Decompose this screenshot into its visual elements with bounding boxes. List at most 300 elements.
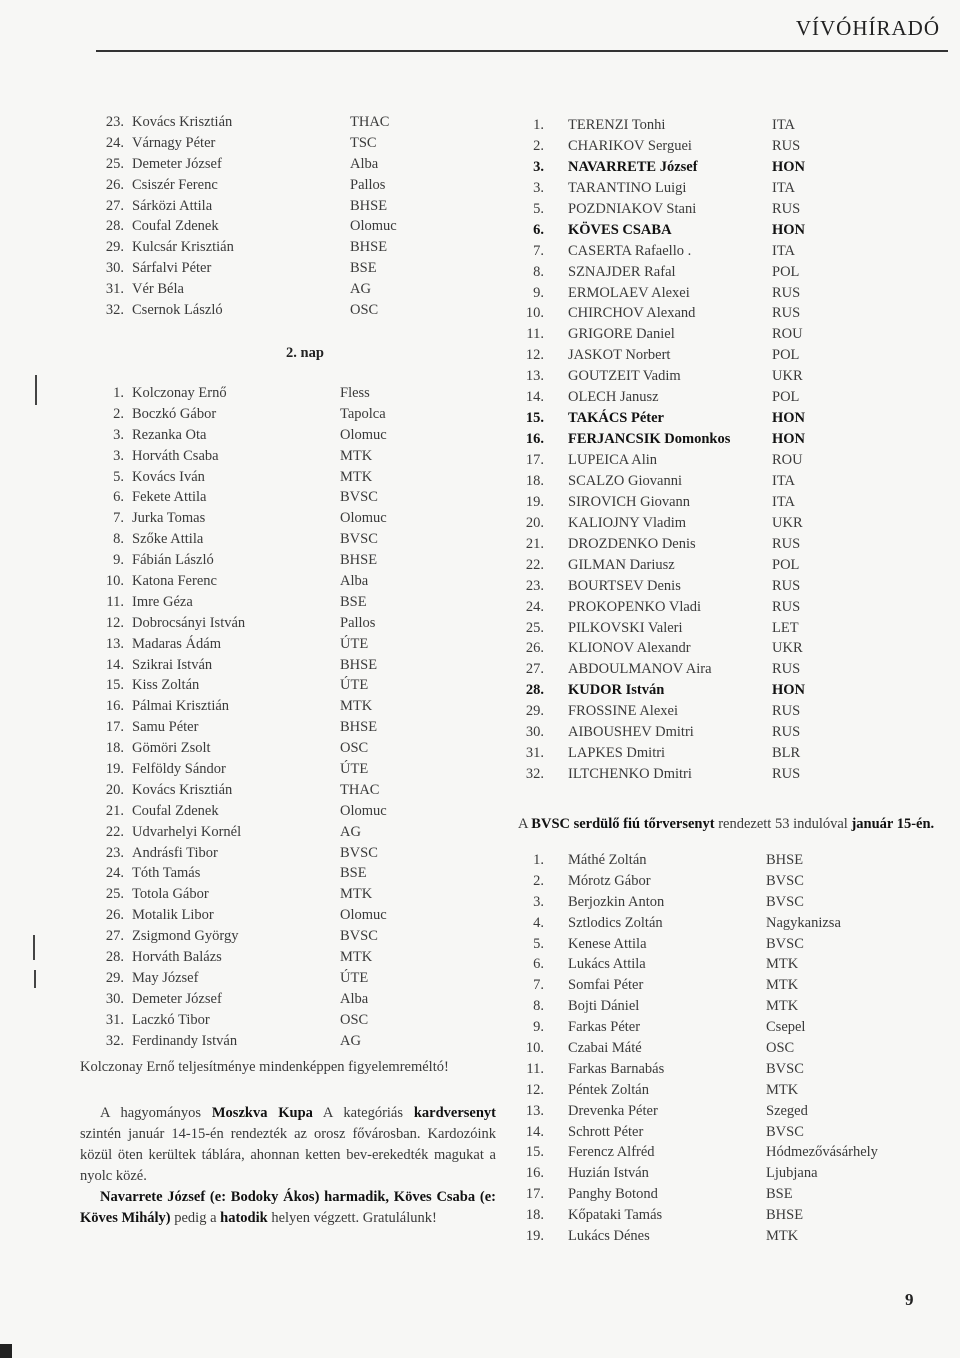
rank: 2. [533,137,544,154]
result-row [520,1207,940,1228]
rank: 3. [533,158,544,175]
rank: 19. [105,761,124,778]
club-name: ITA [772,493,795,510]
fencer-name: Kenese Attila [568,935,647,952]
rank: 31. [525,745,544,762]
result-row [520,264,940,285]
page-header [0,0,960,60]
fencer-name: Madaras Ádám [132,635,221,652]
rank: 29. [525,703,544,720]
report-text-d: kardversenyt [413,1105,496,1121]
result-row [100,949,420,970]
fencer-name: Imre Géza [132,593,193,610]
fencer-name: BOURTSEV Denis [568,577,681,594]
club-name: ÚTE [340,969,369,986]
result-row [520,285,940,306]
rank: 3. [533,893,544,910]
club-name: RUS [772,284,801,301]
rank: 30. [105,260,124,277]
result-row [100,970,420,991]
fencer-name: SCALZO Giovanni [568,472,682,489]
result-row [520,682,940,703]
club-name: MTK [766,977,799,994]
club-name: RUS [772,535,801,552]
moscow-cup-report [80,1103,496,1187]
rank: 12. [525,1081,544,1098]
result-row [100,385,420,406]
result-row [520,620,940,641]
club-name: RUS [772,200,801,217]
bvsc-intro-b: BVSC serdülő fiú tőrversenyt [531,816,715,832]
rank: 15. [105,677,124,694]
club-name: OSC [340,1011,369,1028]
fencer-name: KLIONOV Alexandr [568,640,691,657]
fencer-name: Sztlodics Zoltán [568,914,663,931]
club-name: BSE [340,593,367,610]
result-row [520,599,940,620]
fencer-name: Andrásfi Tibor [132,844,218,861]
rank: 18. [525,1207,544,1224]
fencer-name: Drevenka Péter [568,1102,658,1119]
rank: 26. [105,907,124,924]
fencer-name: Coufal Zdenek [132,218,219,235]
rank: 27. [105,928,124,945]
result-row [100,427,420,448]
result-row [520,766,940,787]
result-row [520,1144,940,1165]
result-row [520,1103,940,1124]
rank: 30. [525,724,544,741]
fencer-name: Mórotz Gábor [568,872,651,889]
rank: 10. [525,305,544,322]
club-name: MTK [766,956,799,973]
fencer-name: Dobrocsányi István [132,614,246,631]
result-row [520,1061,940,1082]
result-row [100,845,420,866]
club-name: Olomuc [340,802,387,819]
result-row [100,114,420,135]
fencer-name: Kovács Iván [132,468,205,485]
club-name: UKR [772,368,803,385]
rank: 29. [105,969,124,986]
club-name: OSC [350,302,379,319]
result-row [520,1040,940,1061]
rank: 3. [113,447,124,464]
bvsc-intro-a: A [518,816,532,832]
club-name: RUS [772,703,801,720]
club-name: LET [772,619,799,636]
club-name: BHSE [350,197,388,214]
rank: 14. [525,1123,544,1140]
result-row [100,469,420,490]
rank: 3. [113,426,124,443]
fencer-name: CHIRCHOV Alexand [568,305,696,322]
rank: 32. [105,302,124,319]
result-row [520,977,940,998]
fencer-name: Horváth Balázs [132,949,222,966]
fencer-name: Somfai Péter [568,977,644,994]
result-row [100,260,420,281]
club-name: Alba [340,573,369,590]
result-row [100,740,420,761]
rank: 17. [525,1186,544,1203]
result-row [520,936,940,957]
club-name: BVSC [340,928,378,945]
rank: 11. [526,326,544,343]
result-row [100,135,420,156]
club-name: ÚTE [340,677,369,694]
fencer-name: Panghy Botond [568,1186,658,1203]
fencer-name: KÖVES CSABA [568,221,672,238]
rank: 7. [113,510,124,527]
result-row [520,243,940,264]
rank: 14. [525,389,544,406]
rank: 27. [525,661,544,678]
fencer-name: TAKÁCS Péter [568,410,664,427]
club-name: Alba [340,990,369,1007]
result-row [520,640,940,661]
result-row [100,803,420,824]
fencer-name: Huzián István [568,1165,649,1182]
rank: 19. [525,1228,544,1245]
club-name: MTK [340,949,373,966]
fencer-name: Demeter József [132,990,222,1007]
fencer-name: Jurka Tomas [132,510,206,527]
results-note-text-b: pedig a [170,1210,221,1226]
result-row [100,302,420,323]
rank: 28. [105,218,124,235]
fencer-name: ERMOLAEV Alexei [568,284,690,301]
club-name: POL [772,556,800,573]
rank: 24. [105,865,124,882]
rank: 22. [525,556,544,573]
result-row [100,531,420,552]
rank: 11. [526,1060,544,1077]
result-row [520,138,940,159]
rank: 18. [105,740,124,757]
rank: 7. [533,242,544,259]
club-name: ITA [772,117,795,133]
fencer-name: Farkas Péter [568,1019,641,1036]
club-name: ITA [772,472,795,489]
club-name: AG [350,281,371,298]
result-row [100,281,420,302]
report-text-c: A kategóriás [312,1105,414,1121]
club-name: POL [772,263,800,280]
rank: 24. [105,134,124,151]
fencer-name: Katona Ferenc [132,573,217,590]
fencer-name: FERJANCSIK Domonkos [568,431,731,448]
fencer-name: Motalik Libor [132,907,214,924]
rank: 10. [525,1040,544,1057]
club-name: THAC [340,781,380,798]
result-row [100,1012,420,1033]
club-name: Szeged [766,1102,808,1119]
rank: 8. [113,531,124,548]
fencer-name: CHARIKOV Serguei [568,137,692,154]
club-name: THAC [350,114,390,130]
fencer-name: Szőke Attila [132,531,204,548]
fencer-name: TARANTINO Luigi [568,179,687,196]
club-name: ÚTE [340,761,369,778]
club-name: OSC [766,1040,795,1057]
result-row [100,719,420,740]
bvsc-tournament-results [520,852,940,1249]
rank: 5. [533,935,544,952]
fencer-name: LAPKES Dmitri [568,745,666,762]
bvsc-tournament-intro [518,814,938,835]
club-name: RUS [772,577,801,594]
club-name: Csepel [766,1019,806,1036]
result-row [520,431,940,452]
rank: 16. [525,1165,544,1182]
rank: 6. [533,956,544,973]
result-row [100,636,420,657]
result-row [520,201,940,222]
fencer-name: KUDOR István [568,682,665,699]
rank: 13. [525,368,544,385]
fencer-name: Felföldy Sándor [132,761,226,778]
page-number: 9 [905,1290,914,1309]
report-text-e: szintén január 14-15-én rendezték az orosz fővárosban. Kardozóink közül öten kerültek táblára, ahonnan ketten bev-erekedték magukat a nyolc közé. [80,1126,496,1184]
fencer-name: May József [132,969,199,986]
result-row [100,552,420,573]
club-name: BVSC [340,844,378,861]
club-name: TSC [350,134,377,151]
fencer-name: Czabai Máté [568,1040,642,1057]
club-name: HON [772,682,806,699]
fencer-name: SIROVICH Giovann [568,493,691,510]
club-name: BHSE [766,852,804,868]
result-row [520,389,940,410]
rank: 5. [113,468,124,485]
fencer-name: AIBOUSHEV Dmitri [568,724,694,741]
rank: 17. [105,719,124,736]
club-name: RUS [772,661,801,678]
fencer-name: Laczkó Tibor [132,1011,210,1028]
fencer-name: FROSSINE Alexei [568,703,678,720]
club-name: MTK [766,1081,799,1098]
fencer-name: Rezanka Ota [132,426,207,443]
result-row [520,515,940,536]
rank: 25. [105,155,124,172]
fencer-name: Fábián László [132,552,214,569]
club-name: ROU [772,326,803,343]
club-name: BHSE [766,1207,804,1224]
club-name: BVSC [766,893,804,910]
fencer-name: SZNAJDER Rafal [568,263,676,280]
result-row [520,1186,940,1207]
result-row [520,1228,940,1249]
result-row [100,991,420,1012]
fencer-name: Berjozkin Anton [568,893,665,910]
club-name: BSE [340,865,367,882]
result-row [520,661,940,682]
result-row [100,448,420,469]
rank: 25. [525,619,544,636]
rank: 18. [525,472,544,489]
result-row [520,326,940,347]
result-row [100,239,420,260]
club-name: MTK [766,1228,799,1245]
club-name: MTK [340,447,373,464]
fencer-name: Kovács Krisztián [132,781,233,798]
rank: 5. [533,200,544,217]
rank: 4. [533,914,544,931]
result-row [100,489,420,510]
club-name: RUS [772,724,801,741]
fencer-name: Gömöri Zsolt [132,740,211,757]
fencer-name: ILTCHENKO Dmitri [568,766,692,783]
moscow-cup-results [520,117,940,787]
fencer-name: Udvarhelyi Kornél [132,823,242,840]
fencer-name: Kulcsár Krisztián [132,239,234,256]
club-name: Ljubjana [766,1165,818,1182]
fencer-name: Zsigmond György [132,928,239,945]
rank: 8. [533,998,544,1015]
result-row [100,510,420,531]
club-name: HON [772,431,806,448]
rank: 9. [533,1019,544,1036]
rank: 30. [105,990,124,1007]
rank: 12. [525,347,544,364]
rank: 16. [525,431,544,448]
result-row [520,180,940,201]
result-row [520,998,940,1019]
day-2-results [100,385,420,1054]
result-row [100,824,420,845]
fencer-name: OLECH Janusz [568,389,659,406]
fencer-name: PROKOPENKO Vladi [568,598,702,615]
result-row [100,573,420,594]
rank: 23. [105,114,124,130]
club-name: ITA [772,242,795,259]
rank: 17. [525,452,544,468]
rank: 31. [105,1011,124,1028]
fencer-name: Kolczonay Ernő [132,385,227,401]
rank: 20. [105,781,124,798]
result-row [100,1033,420,1054]
fencer-name: Bojti Dániel [568,998,640,1015]
rank: 32. [105,1032,124,1049]
result-row [520,745,940,766]
rank: 15. [525,410,544,427]
result-row [520,222,940,243]
rank: 9. [113,552,124,569]
result-row [520,852,940,873]
rank: 26. [525,640,544,657]
rank: 1. [113,385,124,401]
club-name: Olomuc [340,510,387,527]
result-row [100,615,420,636]
rank: 6. [113,489,124,506]
result-row [100,156,420,177]
result-row [100,782,420,803]
result-row [100,198,420,219]
margin-mark [34,970,36,988]
result-row [520,557,940,578]
club-name: Alba [350,155,379,172]
rank: 7. [533,977,544,994]
result-row [100,886,420,907]
result-row [520,117,940,138]
result-row [520,724,940,745]
fencer-name: Horváth Csaba [132,447,219,464]
margin-mark [33,935,35,960]
club-name: BVSC [340,489,378,506]
rank: 19. [525,493,544,510]
result-row [520,1165,940,1186]
fencer-name: Farkas Barnabás [568,1060,665,1077]
rank: 14. [105,656,124,673]
left-results-continued [100,114,420,323]
club-name: BLR [772,745,801,762]
fencer-name: LUPEICA Alin [568,452,658,468]
rank: 25. [105,886,124,903]
rank: 13. [525,1102,544,1119]
fencer-name: Kőpataki Tamás [568,1207,663,1224]
magazine-title: VÍVÓHÍRADÓ [795,16,940,40]
fencer-name: Sárközi Attila [132,197,213,214]
fencer-name: Vér Béla [132,281,184,298]
results-note-text-c: hatodik [220,1210,268,1226]
club-name: BVSC [766,1123,804,1140]
rank: 22. [105,823,124,840]
rank: 6. [533,221,544,238]
results-note-text-d: helyen végzett. Gratulálunk! [267,1210,437,1226]
club-name: ÚTE [340,635,369,652]
club-name: Pallos [350,176,386,193]
result-row [520,915,940,936]
fencer-name: TERENZI Tonhi [568,117,666,133]
club-name: BSE [766,1186,793,1203]
rank: 26. [105,176,124,193]
rank: 9. [533,284,544,301]
result-row [100,928,420,949]
club-name: HON [772,410,806,427]
result-row [100,406,420,427]
rank: 32. [525,766,544,783]
result-row [520,473,940,494]
bvsc-intro-c: rendezett 53 indulóval [714,816,852,832]
club-name: UKR [772,640,803,657]
rank: 10. [105,573,124,590]
club-name: AG [340,823,361,840]
result-row [520,305,940,326]
club-name: OSC [340,740,369,757]
fencer-name: GRIGORE Daniel [568,326,675,343]
fencer-name: GILMAN Dariusz [568,556,675,573]
club-name: Olomuc [340,907,387,924]
rank: 29. [105,239,124,256]
club-name: BVSC [766,872,804,889]
club-name: MTK [340,468,373,485]
fencer-name: Ferencz Alfréd [568,1144,655,1161]
header-rule [96,50,948,52]
fencer-name: POZDNIAKOV Stani [568,200,697,217]
result-row [520,1019,940,1040]
club-name: Fless [340,385,370,401]
fencer-name: Tóth Tamás [132,865,201,882]
result-row [520,703,940,724]
club-name: RUS [772,766,801,783]
fencer-name: Máthé Zoltán [568,852,647,868]
club-name: ITA [772,179,795,196]
scan-corner-mark [0,1344,12,1358]
result-row [520,347,940,368]
result-row [520,536,940,557]
result-row [520,578,940,599]
